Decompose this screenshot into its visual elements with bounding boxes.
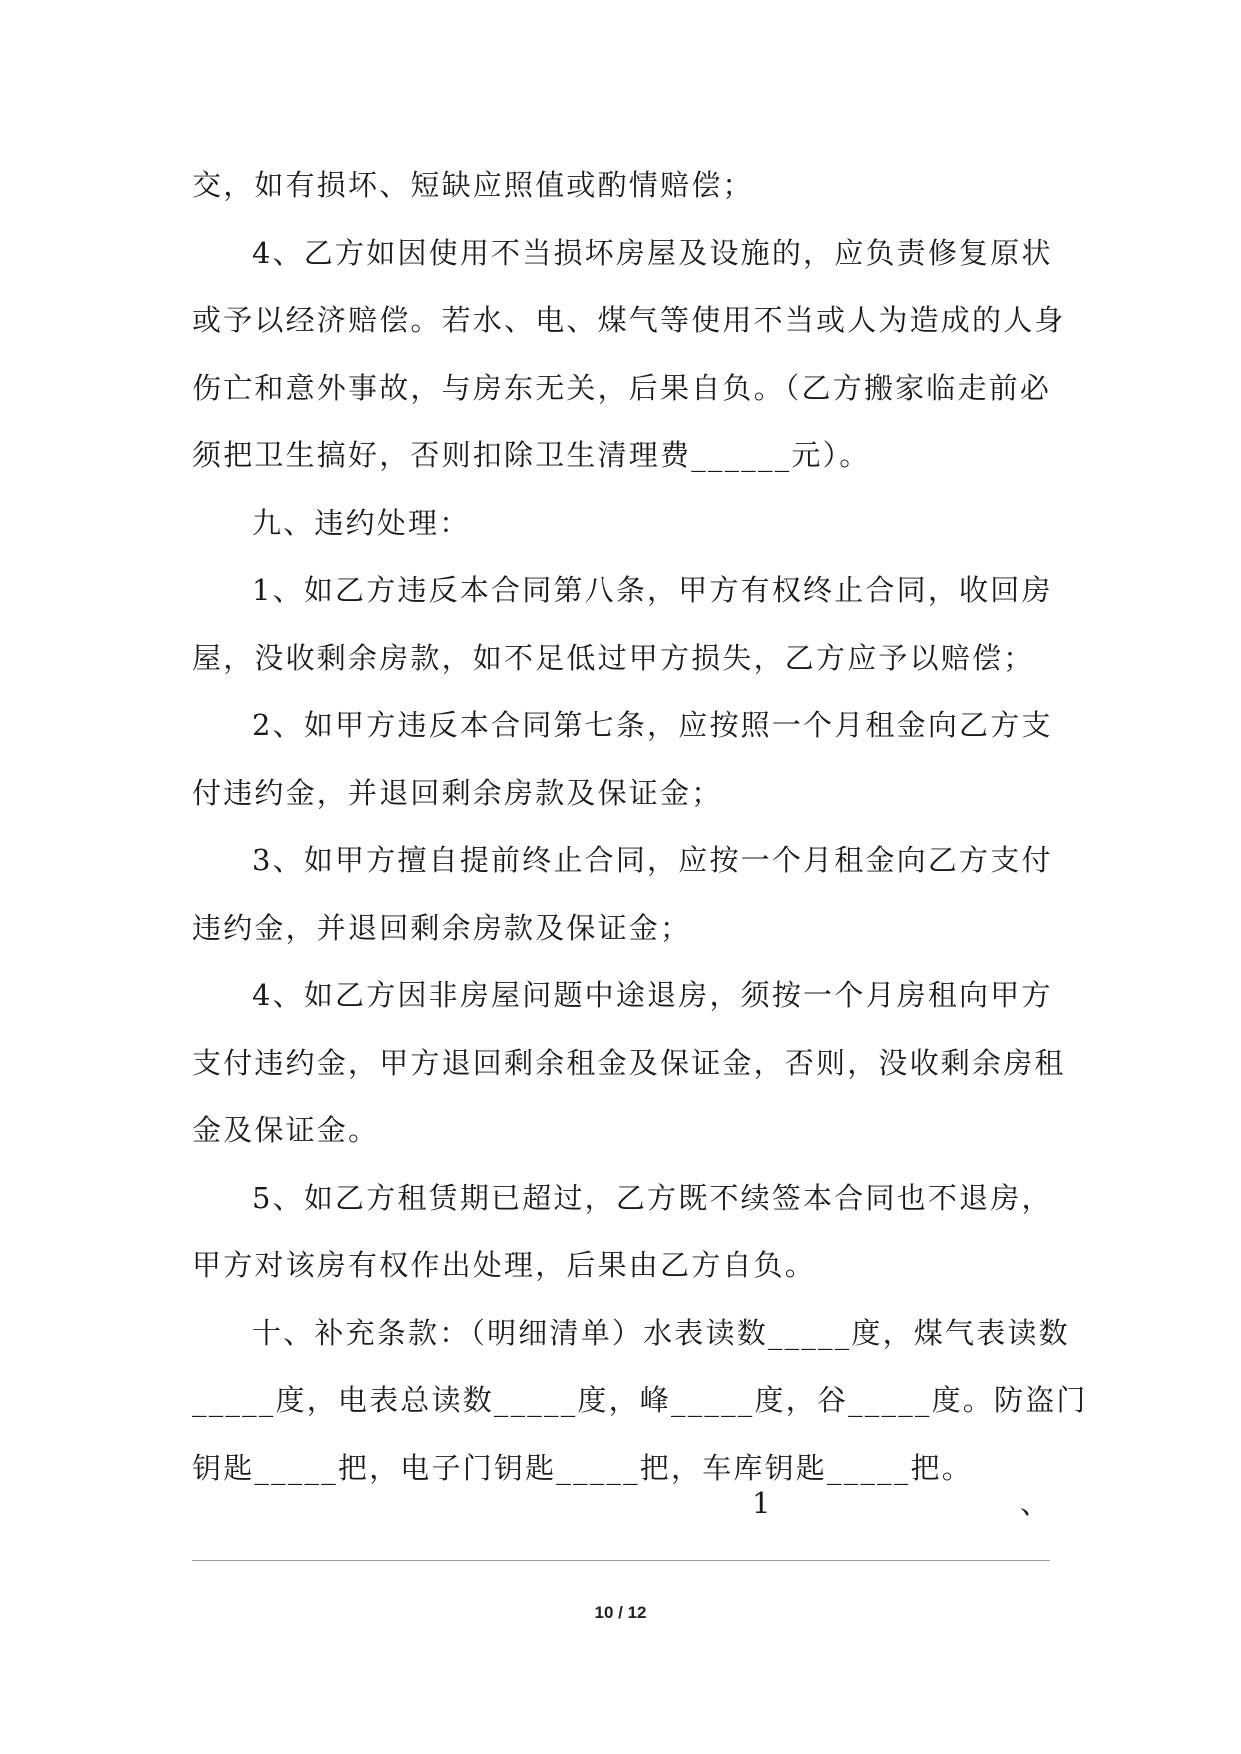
footer-mark-number: 1 [752, 1486, 771, 1520]
text-line: 伤亡和意外事故，与房东无关，后果自负。（乙方搬家临走前必 [192, 370, 1052, 405]
text-line: 1、如乙方违反本合同第八条，甲方有权终止合同，收回房 [252, 573, 1053, 607]
text-line: 5、如乙方租赁期已超过，乙方既不续签本合同也不退房， [252, 1180, 1053, 1215]
text-line: 钥匙_____把，电子门钥匙_____把，车库钥匙_____把。 [192, 1450, 973, 1485]
footer-mark-comma: 、 [1020, 1486, 1050, 1520]
page-number: 10 / 12 [594, 1603, 647, 1622]
text-line: 付违约金，并退回剩余房款及保证金； [192, 775, 723, 810]
document-body [192, 152, 1088, 1502]
section-heading: 十、补充条款：（明细清单）水表读数_____度，煤气表读数 [252, 1315, 1070, 1350]
text-line: 交，如有损坏、短缺应照值或酌情赔偿； [192, 168, 754, 202]
section-heading: 九、违约处理： [252, 505, 471, 540]
text-line: 支付违约金，甲方退回剩余租金及保证金，否则，没收剩余房租 [192, 1045, 1066, 1080]
text-line: 3、如甲方擅自提前终止合同，应按一个月租金向乙方支付 [252, 843, 1053, 877]
text-line: 或予以经济赔偿。若水、电、煤气等使用不当或人为造成的人身 [192, 303, 1066, 337]
footer-divider [192, 1560, 1050, 1561]
text-line: 金及保证金。 [192, 1113, 380, 1147]
text-line: 4、如乙方因非房屋问题中途退房，须按一个月房租向甲方 [252, 978, 1053, 1012]
text-line: 须把卫生搞好，否则扣除卫生清理费______元）。 [192, 438, 871, 472]
text-line: 甲方对该房有权作出处理，后果由乙方自负。 [192, 1248, 817, 1282]
text-line: 4、乙方如因使用不当损坏房屋及设施的，应负责修复原状 [252, 235, 1053, 270]
text-line: 2、如甲方违反本合同第七条，应按照一个月租金向乙方支 [252, 708, 1053, 742]
text-line: 屋，没收剩余房款，如不足低过甲方损失，乙方应予以赔偿； [192, 640, 1035, 675]
text-line: _____度，电表总读数_____度，峰_____度，谷_____度。防盗门 [192, 1383, 1088, 1417]
text-line: 违约金，并退回剩余房款及保证金； [192, 910, 692, 945]
